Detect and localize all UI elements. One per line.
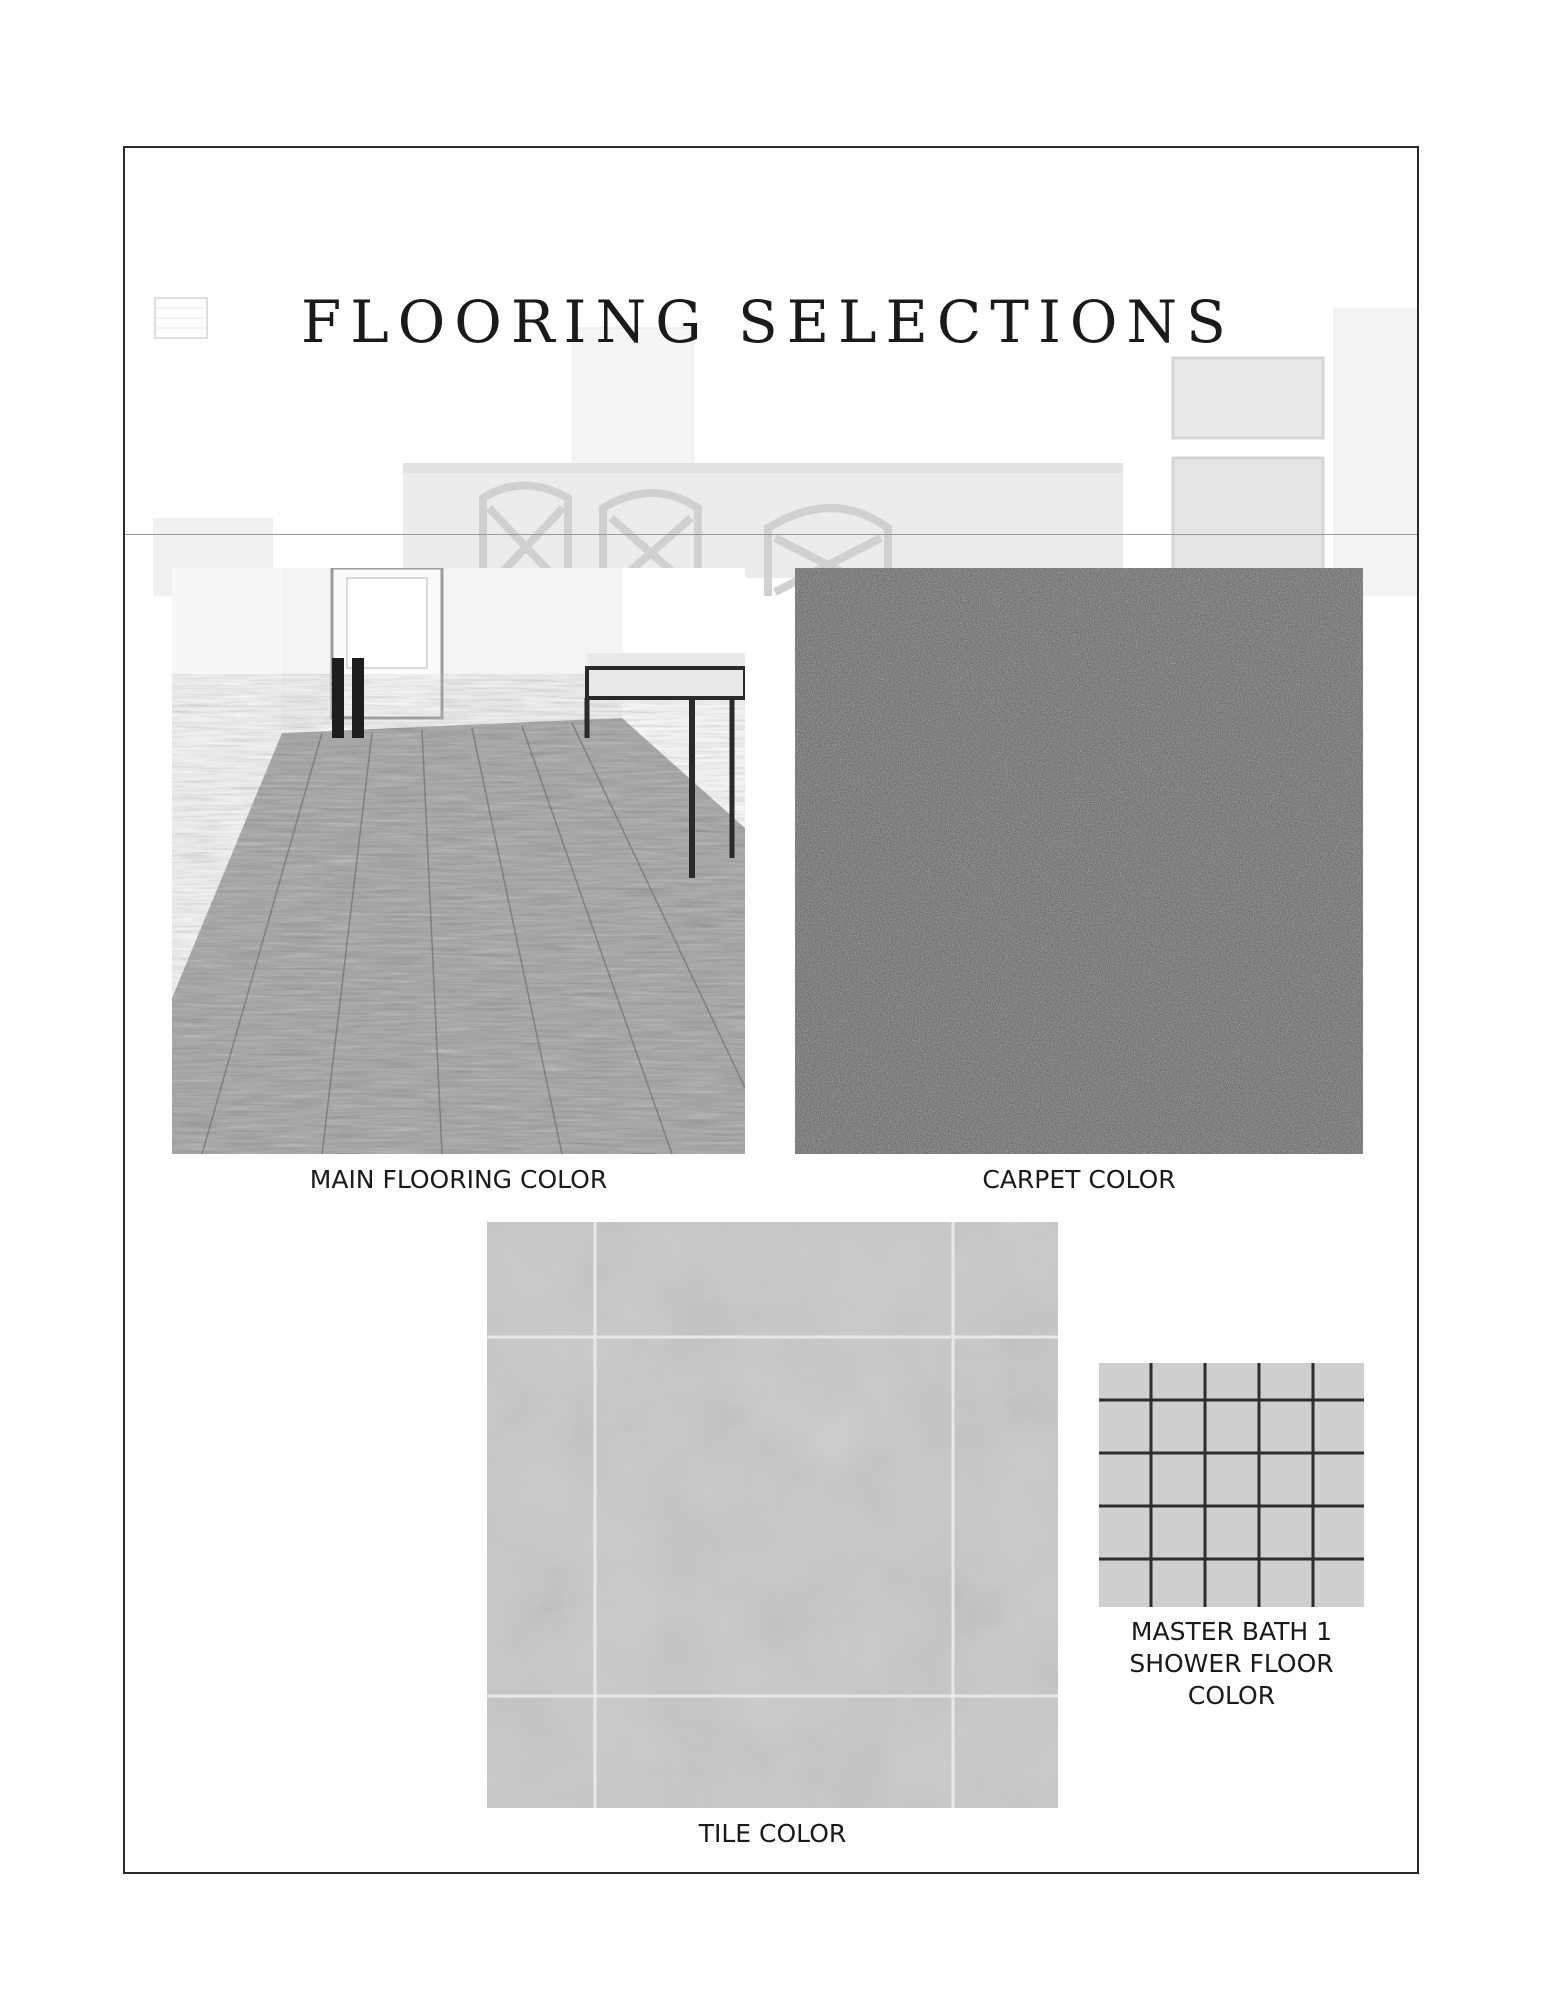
- page-title: FLOORING SELECTIONS: [301, 288, 1235, 356]
- main-flooring-swatch: [172, 568, 745, 1154]
- shower-caption-line-1: MASTER BATH 1: [1130, 1617, 1333, 1646]
- shower-caption-line-2: SHOWER FLOOR: [1129, 1649, 1334, 1678]
- tile-caption: TILE COLOR: [698, 1819, 847, 1848]
- header-divider: [125, 534, 1419, 535]
- shower-floor-caption: [1089, 1616, 1374, 1712]
- page-frame: [123, 146, 1419, 1874]
- tile-swatch: [487, 1222, 1058, 1808]
- shower-floor-swatch: [1099, 1363, 1364, 1607]
- carpet-caption: CARPET COLOR: [982, 1165, 1176, 1194]
- carpet-swatch: [795, 568, 1363, 1154]
- main-flooring-caption: MAIN FLOORING COLOR: [309, 1165, 608, 1194]
- shower-caption-line-3: COLOR: [1187, 1681, 1276, 1710]
- header-kitchen-photo: [153, 208, 1419, 596]
